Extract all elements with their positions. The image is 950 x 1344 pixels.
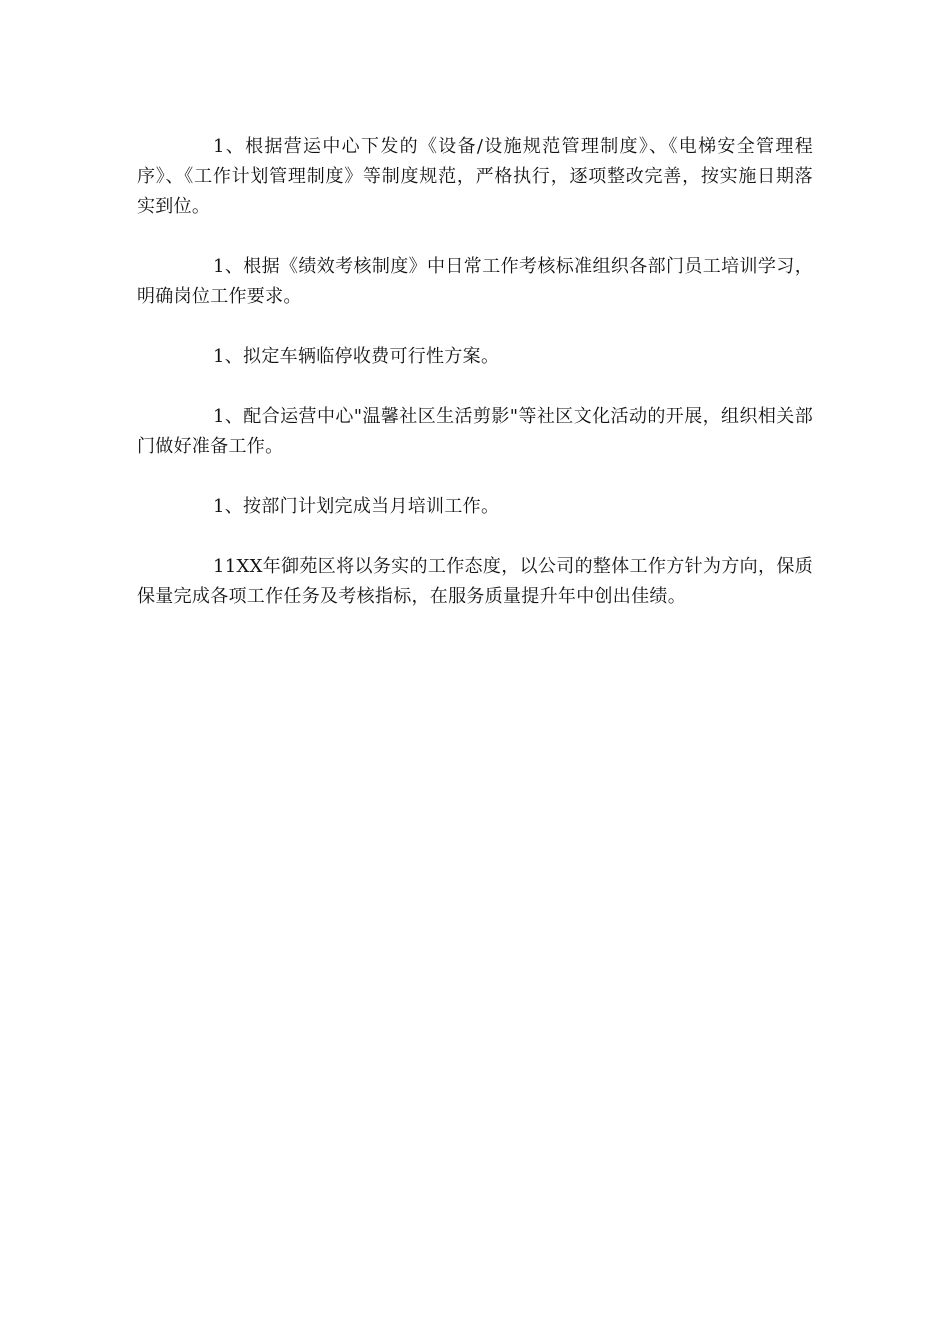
paragraph-parking-fee: 1、拟定车辆临停收费可行性方案。 (213, 346, 500, 367)
paragraph-summary: 11XX年御苑区将以务实的工作态度，以公司的整体工作方针为方向，保质保量完成各项工作任务及考核指标，在服务质量提升年中创出佳绩。 (137, 556, 813, 607)
paragraph-equipment-rules: 1、根据营运中心下发的《设备/设施规范管理制度》、《电梯安全管理程序》、《工作计划管理制度》等制度规范，严格执行，逐项整改完善，按实施日期落实到位。 (137, 136, 813, 217)
paragraph-community-activity: 1、配合运营中心"温馨社区生活剪影"等社区文化活动的开展，组织相关部门做好准备工作。 (137, 406, 813, 457)
paragraph-performance-training: 1、根据《绩效考核制度》中日常工作考核标准组织各部门员工培训学习，明确岗位工作要求。 (137, 256, 813, 307)
paragraph-monthly-training: 1、按部门计划完成当月培训工作。 (213, 496, 500, 517)
document-body (137, 132, 813, 642)
